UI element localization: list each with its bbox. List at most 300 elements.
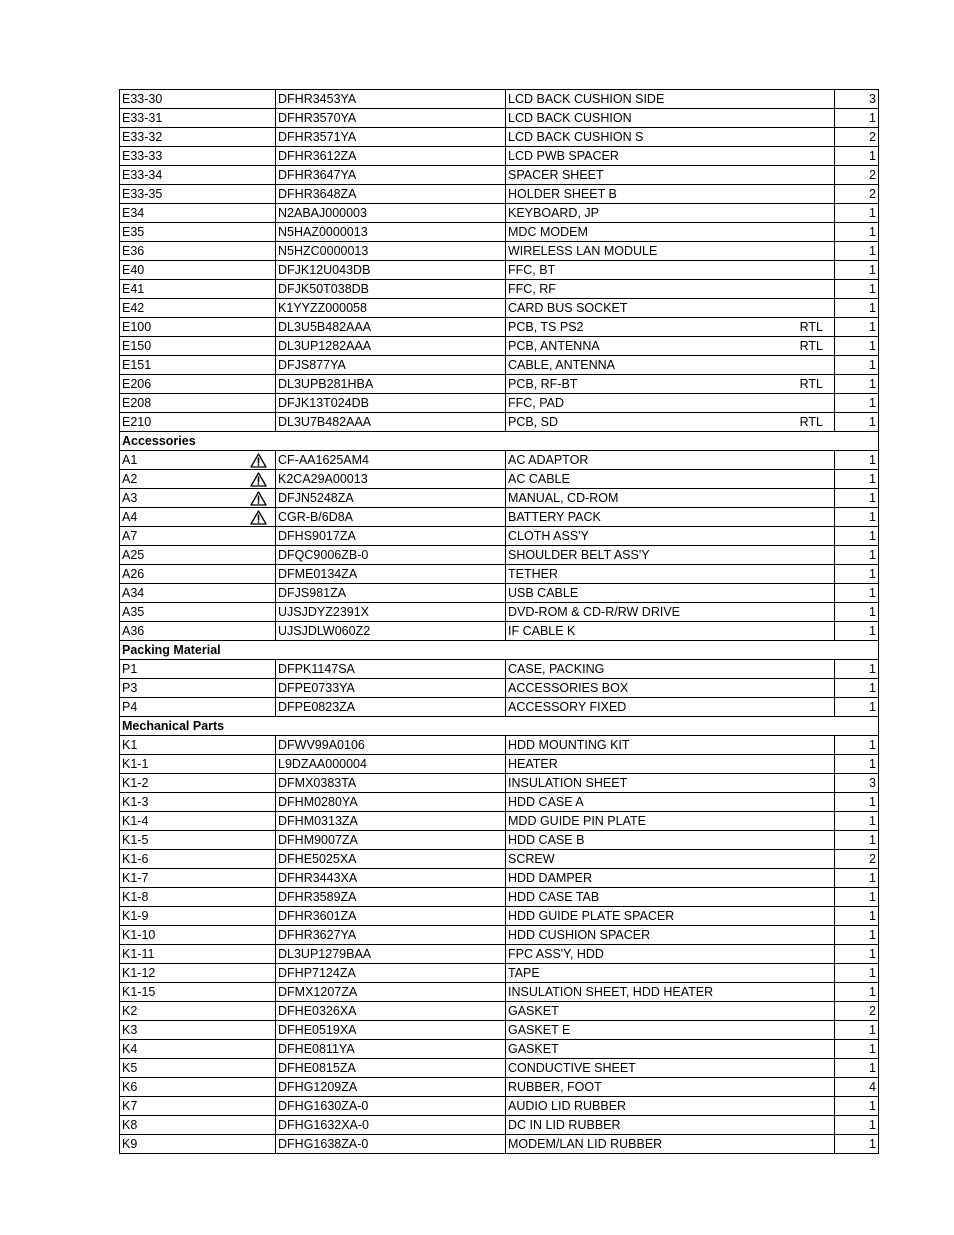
part-description: SPACER SHEET bbox=[508, 168, 604, 182]
ref-no-cell bbox=[120, 261, 276, 280]
table-row bbox=[120, 1097, 879, 1116]
description-cell bbox=[506, 1021, 835, 1040]
ref-no: K1-15 bbox=[122, 985, 156, 999]
ref-no-cell bbox=[120, 375, 276, 394]
table-row bbox=[120, 603, 879, 622]
description-cell bbox=[506, 1116, 835, 1135]
ref-no-cell bbox=[120, 1078, 276, 1097]
ref-no-cell bbox=[120, 356, 276, 375]
description-cell bbox=[506, 888, 835, 907]
ref-no-cell bbox=[120, 869, 276, 888]
part-description: TAPE bbox=[508, 966, 540, 980]
quantity-cell: 1 bbox=[835, 337, 879, 356]
quantity-cell: 1 bbox=[835, 812, 879, 831]
ref-no: K6 bbox=[122, 1080, 138, 1094]
ref-no: K7 bbox=[122, 1099, 138, 1113]
description-cell bbox=[506, 242, 835, 261]
ref-no-cell bbox=[120, 622, 276, 641]
ref-no: E33-32 bbox=[122, 130, 163, 144]
part-number-cell: N2ABAJ000003 bbox=[276, 204, 506, 223]
part-description: TETHER bbox=[508, 567, 558, 581]
description-cell bbox=[506, 1097, 835, 1116]
table-row bbox=[120, 736, 879, 755]
table-row bbox=[120, 926, 879, 945]
section-title: Accessories bbox=[120, 432, 879, 451]
ref-no-cell bbox=[120, 337, 276, 356]
table-row bbox=[120, 983, 879, 1002]
table-row bbox=[120, 831, 879, 850]
table-row bbox=[120, 508, 879, 527]
description-cell bbox=[506, 508, 835, 527]
ref-no: E41 bbox=[122, 282, 145, 296]
quantity-cell: 1 bbox=[835, 755, 879, 774]
ref-no: E42 bbox=[122, 301, 145, 315]
part-number-cell: DFHR3627YA bbox=[276, 926, 506, 945]
quantity-cell: 1 bbox=[835, 546, 879, 565]
ref-no: K1-8 bbox=[122, 890, 149, 904]
ref-no-cell bbox=[120, 945, 276, 964]
quantity-cell: 1 bbox=[835, 1135, 879, 1154]
part-number-cell: N5HAZ0000013 bbox=[276, 223, 506, 242]
ref-no-cell bbox=[120, 1059, 276, 1078]
ref-no-cell bbox=[120, 413, 276, 432]
part-description: HDD MOUNTING KIT bbox=[508, 738, 630, 752]
part-number-cell: DFHE0811YA bbox=[276, 1040, 506, 1059]
ref-no: P3 bbox=[122, 681, 138, 695]
quantity-cell: 1 bbox=[835, 242, 879, 261]
part-number-cell: DFHG1632XA-0 bbox=[276, 1116, 506, 1135]
quantity-cell: 1 bbox=[835, 489, 879, 508]
part-number-cell: DFHE0326XA bbox=[276, 1002, 506, 1021]
part-description: SHOULDER BELT ASS'Y bbox=[508, 548, 650, 562]
part-description: MODEM/LAN LID RUBBER bbox=[508, 1137, 663, 1151]
part-description: HEATER bbox=[508, 757, 558, 771]
ref-no: K1-6 bbox=[122, 852, 149, 866]
part-number-cell: DFJK50T038DB bbox=[276, 280, 506, 299]
part-number-cell: DFHE5025XA bbox=[276, 850, 506, 869]
description-cell bbox=[506, 166, 835, 185]
table-row bbox=[120, 280, 879, 299]
ref-no-cell bbox=[120, 1116, 276, 1135]
description-cell bbox=[506, 907, 835, 926]
part-description: HDD CASE A bbox=[508, 795, 584, 809]
part-number-cell: DL3UP1279BAA bbox=[276, 945, 506, 964]
ref-no: K1 bbox=[122, 738, 138, 752]
part-number-cell: CGR-B/6D8A bbox=[276, 508, 506, 527]
part-description: AC CABLE bbox=[508, 472, 570, 486]
description-cell bbox=[506, 147, 835, 166]
part-number-cell: DFHG1630ZA-0 bbox=[276, 1097, 506, 1116]
quantity-cell: 1 bbox=[835, 223, 879, 242]
ref-no-cell bbox=[120, 1097, 276, 1116]
quantity-cell: 1 bbox=[835, 660, 879, 679]
ref-no-cell bbox=[120, 812, 276, 831]
table-row bbox=[120, 204, 879, 223]
ref-no-cell bbox=[120, 698, 276, 717]
quantity-cell: 1 bbox=[835, 394, 879, 413]
ref-no-cell bbox=[120, 1040, 276, 1059]
table-row bbox=[120, 698, 879, 717]
quantity-cell: 1 bbox=[835, 1097, 879, 1116]
ref-no: K1-1 bbox=[122, 757, 149, 771]
ref-no-cell bbox=[120, 394, 276, 413]
ref-no: K1-10 bbox=[122, 928, 156, 942]
ref-no: K5 bbox=[122, 1061, 138, 1075]
part-number-cell: DFHR3443XA bbox=[276, 869, 506, 888]
ref-no: E33-33 bbox=[122, 149, 163, 163]
quantity-cell: 1 bbox=[835, 565, 879, 584]
description-cell bbox=[506, 470, 835, 489]
part-description: MDC MODEM bbox=[508, 225, 588, 239]
part-description: HDD DAMPER bbox=[508, 871, 593, 885]
table-row bbox=[120, 90, 879, 109]
table-row bbox=[120, 565, 879, 584]
ref-no: K2 bbox=[122, 1004, 138, 1018]
part-number-cell: DL3U5B482AAA bbox=[276, 318, 506, 337]
description-cell bbox=[506, 850, 835, 869]
ref-no-cell bbox=[120, 1135, 276, 1154]
table-row bbox=[120, 527, 879, 546]
part-description: PCB, RF-BT bbox=[508, 377, 578, 391]
table-row bbox=[120, 470, 879, 489]
quantity-cell: 2 bbox=[835, 166, 879, 185]
part-description: INSULATION SHEET, HDD HEATER bbox=[508, 985, 714, 999]
table-row bbox=[120, 1135, 879, 1154]
part-description: AC ADAPTOR bbox=[508, 453, 589, 467]
table-row bbox=[120, 128, 879, 147]
ref-no: K1-2 bbox=[122, 776, 149, 790]
quantity-cell: 1 bbox=[835, 926, 879, 945]
part-number-cell: DFHE0815ZA bbox=[276, 1059, 506, 1078]
table-row bbox=[120, 660, 879, 679]
quantity-cell: 1 bbox=[835, 356, 879, 375]
part-number-cell: DFJS877YA bbox=[276, 356, 506, 375]
part-description: DVD-ROM & CD-R/RW DRIVE bbox=[508, 605, 680, 619]
table-row bbox=[120, 166, 879, 185]
ref-no-cell bbox=[120, 755, 276, 774]
part-number-cell: DFJK12U043DB bbox=[276, 261, 506, 280]
ref-no: K1-4 bbox=[122, 814, 149, 828]
part-number-cell: UJSJDLW060Z2 bbox=[276, 622, 506, 641]
ref-no-cell bbox=[120, 204, 276, 223]
table-row bbox=[120, 109, 879, 128]
table-row bbox=[120, 622, 879, 641]
ref-no-cell bbox=[120, 983, 276, 1002]
part-number-cell: DFMX0383TA bbox=[276, 774, 506, 793]
part-number-cell: DFHG1638ZA-0 bbox=[276, 1135, 506, 1154]
quantity-cell: 1 bbox=[835, 888, 879, 907]
ref-no-cell bbox=[120, 318, 276, 337]
description-cell bbox=[506, 983, 835, 1002]
quantity-cell: 2 bbox=[835, 128, 879, 147]
description-cell bbox=[506, 945, 835, 964]
ref-no-cell bbox=[120, 166, 276, 185]
quantity-cell: 1 bbox=[835, 109, 879, 128]
table-row bbox=[120, 242, 879, 261]
ref-no-cell bbox=[120, 470, 276, 489]
description-cell bbox=[506, 603, 835, 622]
quantity-cell: 1 bbox=[835, 147, 879, 166]
table-row bbox=[120, 1078, 879, 1097]
ref-no: A4 bbox=[122, 510, 138, 524]
part-number-cell: K2CA29A00013 bbox=[276, 470, 506, 489]
quantity-cell: 2 bbox=[835, 185, 879, 204]
ref-no-cell bbox=[120, 1021, 276, 1040]
part-description: LCD BACK CUSHION bbox=[508, 111, 632, 125]
part-number-cell: DFQC9006ZB-0 bbox=[276, 546, 506, 565]
description-cell bbox=[506, 375, 835, 394]
quantity-cell: 2 bbox=[835, 850, 879, 869]
ref-no: K9 bbox=[122, 1137, 138, 1151]
part-number-cell: DFHP7124ZA bbox=[276, 964, 506, 983]
part-number-cell: DFHM0280YA bbox=[276, 793, 506, 812]
table-row bbox=[120, 451, 879, 470]
description-cell bbox=[506, 1078, 835, 1097]
part-description: LCD PWB SPACER bbox=[508, 149, 619, 163]
quantity-cell: 1 bbox=[835, 945, 879, 964]
part-number-cell: DFHR3601ZA bbox=[276, 907, 506, 926]
table-row bbox=[120, 489, 879, 508]
part-number-cell: DFMX1207ZA bbox=[276, 983, 506, 1002]
quantity-cell: 1 bbox=[835, 679, 879, 698]
part-description: SCREW bbox=[508, 852, 555, 866]
part-number-cell: DFHR3589ZA bbox=[276, 888, 506, 907]
part-description: GASKET bbox=[508, 1004, 559, 1018]
quantity-cell: 1 bbox=[835, 508, 879, 527]
ref-no: E35 bbox=[122, 225, 145, 239]
part-description: KEYBOARD, JP bbox=[508, 206, 599, 220]
table-row bbox=[120, 318, 879, 337]
table-row bbox=[120, 964, 879, 983]
table-row bbox=[120, 546, 879, 565]
ref-no-cell bbox=[120, 128, 276, 147]
table-row bbox=[120, 394, 879, 413]
quantity-cell: 1 bbox=[835, 1059, 879, 1078]
part-description: PCB, TS PS2 bbox=[508, 320, 584, 334]
part-description: HOLDER SHEET B bbox=[508, 187, 617, 201]
quantity-cell: 1 bbox=[835, 451, 879, 470]
ref-no: K1-12 bbox=[122, 966, 156, 980]
part-number-cell: L9DZAA000004 bbox=[276, 755, 506, 774]
section-title: Packing Material bbox=[120, 641, 879, 660]
part-description: IF CABLE K bbox=[508, 624, 576, 638]
description-cell bbox=[506, 660, 835, 679]
part-number-cell: K1YYZZ000058 bbox=[276, 299, 506, 318]
description-cell bbox=[506, 451, 835, 470]
part-description: HDD CASE B bbox=[508, 833, 585, 847]
table-row bbox=[120, 299, 879, 318]
description-cell bbox=[506, 318, 835, 337]
ref-no-cell bbox=[120, 565, 276, 584]
quantity-cell: 1 bbox=[835, 793, 879, 812]
part-number-cell: N5HZC0000013 bbox=[276, 242, 506, 261]
description-cell bbox=[506, 223, 835, 242]
rtl-marker: RTL bbox=[799, 377, 823, 391]
table-row bbox=[120, 1002, 879, 1021]
section-title: Mechanical Parts bbox=[120, 717, 879, 736]
part-description: DC IN LID RUBBER bbox=[508, 1118, 621, 1132]
table-row bbox=[120, 793, 879, 812]
part-number-cell: DFHE0519XA bbox=[276, 1021, 506, 1040]
part-number-cell: DFJN5248ZA bbox=[276, 489, 506, 508]
ref-no: A2 bbox=[122, 472, 138, 486]
part-number-cell: DFJK13T024DB bbox=[276, 394, 506, 413]
ref-no-cell bbox=[120, 679, 276, 698]
quantity-cell: 1 bbox=[835, 470, 879, 489]
ref-no: A35 bbox=[122, 605, 145, 619]
part-number-cell: DFPE0823ZA bbox=[276, 698, 506, 717]
ref-no-cell bbox=[120, 242, 276, 261]
description-cell bbox=[506, 1040, 835, 1059]
part-number-cell: DFHR3570YA bbox=[276, 109, 506, 128]
part-description: CABLE, ANTENNA bbox=[508, 358, 615, 372]
table-row bbox=[120, 337, 879, 356]
description-cell bbox=[506, 926, 835, 945]
ref-no: E36 bbox=[122, 244, 145, 258]
description-cell bbox=[506, 755, 835, 774]
part-number-cell: UJSJDYZ2391X bbox=[276, 603, 506, 622]
table-row bbox=[120, 147, 879, 166]
quantity-cell: 1 bbox=[835, 1040, 879, 1059]
part-description: INSULATION SHEET bbox=[508, 776, 628, 790]
part-number-cell: DFHR3648ZA bbox=[276, 185, 506, 204]
part-description: HDD GUIDE PLATE SPACER bbox=[508, 909, 675, 923]
table-row bbox=[120, 888, 879, 907]
part-description: FFC, PAD bbox=[508, 396, 565, 410]
part-description: GASKET bbox=[508, 1042, 559, 1056]
ref-no: A25 bbox=[122, 548, 145, 562]
table-row bbox=[120, 679, 879, 698]
ref-no-cell bbox=[120, 926, 276, 945]
quantity-cell: 1 bbox=[835, 261, 879, 280]
ref-no-cell bbox=[120, 508, 276, 527]
part-number-cell: DL3U7B482AAA bbox=[276, 413, 506, 432]
ref-no-cell bbox=[120, 299, 276, 318]
ref-no: A34 bbox=[122, 586, 145, 600]
quantity-cell: 1 bbox=[835, 869, 879, 888]
safety-warning-icon bbox=[250, 510, 267, 525]
description-cell bbox=[506, 299, 835, 318]
description-cell bbox=[506, 736, 835, 755]
part-description: LCD BACK CUSHION S bbox=[508, 130, 644, 144]
quantity-cell: 1 bbox=[835, 698, 879, 717]
quantity-cell: 1 bbox=[835, 983, 879, 1002]
part-description: ACCESSORY FIXED bbox=[508, 700, 627, 714]
quantity-cell: 2 bbox=[835, 1002, 879, 1021]
description-cell bbox=[506, 793, 835, 812]
part-description: HDD CUSHION SPACER bbox=[508, 928, 651, 942]
description-cell bbox=[506, 204, 835, 223]
table-row bbox=[120, 869, 879, 888]
ref-no-cell bbox=[120, 546, 276, 565]
part-description: GASKET E bbox=[508, 1023, 571, 1037]
part-number-cell: DL3UPB281HBA bbox=[276, 375, 506, 394]
part-description: FFC, RF bbox=[508, 282, 556, 296]
quantity-cell: 1 bbox=[835, 584, 879, 603]
part-description: WIRELESS LAN MODULE bbox=[508, 244, 658, 258]
description-cell bbox=[506, 185, 835, 204]
table-row bbox=[120, 812, 879, 831]
part-number-cell: DFHR3612ZA bbox=[276, 147, 506, 166]
ref-no: P4 bbox=[122, 700, 138, 714]
ref-no: P1 bbox=[122, 662, 138, 676]
quantity-cell: 1 bbox=[835, 299, 879, 318]
ref-no-cell bbox=[120, 147, 276, 166]
table-row bbox=[120, 375, 879, 394]
part-description: CLOTH ASS'Y bbox=[508, 529, 589, 543]
rtl-marker: RTL bbox=[799, 339, 823, 353]
table-row bbox=[120, 850, 879, 869]
description-cell bbox=[506, 128, 835, 147]
description-cell bbox=[506, 964, 835, 983]
part-number-cell: DFHM0313ZA bbox=[276, 812, 506, 831]
ref-no: A36 bbox=[122, 624, 145, 638]
ref-no-cell bbox=[120, 850, 276, 869]
quantity-cell: 1 bbox=[835, 736, 879, 755]
parts-list-body bbox=[120, 90, 879, 1154]
ref-no-cell bbox=[120, 793, 276, 812]
rtl-marker: RTL bbox=[799, 415, 823, 429]
table-row bbox=[120, 907, 879, 926]
quantity-cell: 1 bbox=[835, 280, 879, 299]
description-cell bbox=[506, 527, 835, 546]
description-cell bbox=[506, 109, 835, 128]
part-description: CASE, PACKING bbox=[508, 662, 605, 676]
table-row bbox=[120, 261, 879, 280]
quantity-cell: 1 bbox=[835, 831, 879, 850]
ref-no-cell bbox=[120, 223, 276, 242]
part-number-cell: DFJS981ZA bbox=[276, 584, 506, 603]
table-row bbox=[120, 1116, 879, 1135]
part-description: LCD BACK CUSHION SIDE bbox=[508, 92, 665, 106]
quantity-cell: 1 bbox=[835, 907, 879, 926]
quantity-cell: 4 bbox=[835, 1078, 879, 1097]
quantity-cell: 1 bbox=[835, 964, 879, 983]
part-description: BATTERY PACK bbox=[508, 510, 601, 524]
description-cell bbox=[506, 679, 835, 698]
ref-no-cell bbox=[120, 1002, 276, 1021]
part-description: HDD CASE TAB bbox=[508, 890, 600, 904]
quantity-cell: 1 bbox=[835, 622, 879, 641]
quantity-cell: 1 bbox=[835, 375, 879, 394]
part-description: FPC ASS'Y, HDD bbox=[508, 947, 604, 961]
quantity-cell: 1 bbox=[835, 603, 879, 622]
ref-no: E100 bbox=[122, 320, 152, 334]
ref-no: E33-30 bbox=[122, 92, 163, 106]
ref-no: K4 bbox=[122, 1042, 138, 1056]
part-description: AUDIO LID RUBBER bbox=[508, 1099, 627, 1113]
quantity-cell: 1 bbox=[835, 413, 879, 432]
description-cell bbox=[506, 622, 835, 641]
part-number-cell: DFPE0733YA bbox=[276, 679, 506, 698]
ref-no-cell bbox=[120, 888, 276, 907]
safety-warning-icon bbox=[250, 491, 267, 506]
description-cell bbox=[506, 1002, 835, 1021]
quantity-cell: 1 bbox=[835, 318, 879, 337]
description-cell bbox=[506, 565, 835, 584]
table-row bbox=[120, 755, 879, 774]
quantity-cell: 1 bbox=[835, 204, 879, 223]
ref-no: E208 bbox=[122, 396, 152, 410]
ref-no: E206 bbox=[122, 377, 152, 391]
part-number-cell: DFHS9017ZA bbox=[276, 527, 506, 546]
ref-no: A26 bbox=[122, 567, 145, 581]
ref-no: E34 bbox=[122, 206, 145, 220]
part-number-cell: DFPK1147SA bbox=[276, 660, 506, 679]
quantity-cell: 1 bbox=[835, 1021, 879, 1040]
ref-no: E150 bbox=[122, 339, 152, 353]
ref-no: E210 bbox=[122, 415, 152, 429]
